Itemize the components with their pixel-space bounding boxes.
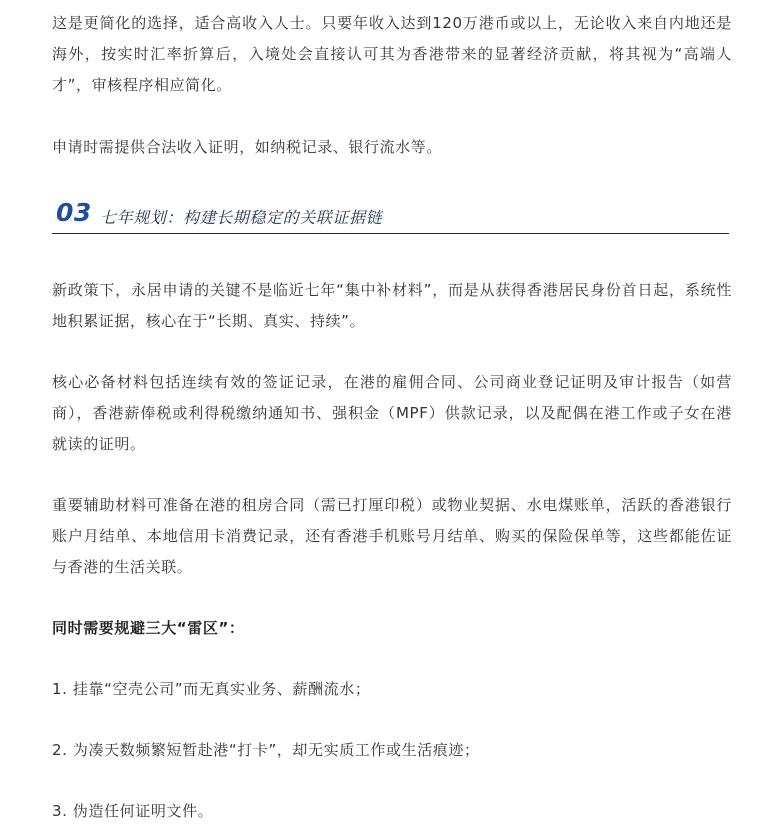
warning-item: 2. 为凑天数频繁短暂赴港“打卡”，却无实质工作或生活痕迹； (52, 741, 480, 759)
section-header (52, 196, 729, 234)
required-materials-paragraph: 核心必备材料包括连续有效的签证记录，在港的雇佣合同、公司商业登记证明及审计报告（如营商），香港薪俸税或利得税缴纳通知书、强积金（MPF）供款记录，以及配偶在港工作或子女在港就读的证明。 (52, 373, 732, 453)
warning-item: 3. 伪造任何证明文件。 (52, 802, 214, 820)
warning-heading: 同时需要规避三大“雷区”： (52, 619, 245, 637)
supporting-materials-paragraph: 重要辅助材料可准备在港的租房合同（需已打厘印税）或物业契据、水电煤账单，活跃的香港银行账户月结单、本地信用卡消费记录，还有香港手机账号月结单、购买的保险保单等，这些都能佐证与香港的生活关联。 (52, 496, 732, 576)
warning-item: 1. 挂靠“空壳公司”而无真实业务、薪酬流水； (52, 680, 371, 698)
section-number: 03 (56, 198, 92, 227)
section-title: 七年规划：构建长期稳定的关联证据链 (100, 208, 383, 227)
policy-paragraph: 新政策下，永居申请的关键不是临近七年“集中补材料”，而是从获得香港居民身份首日起，系统性地积累证据，核心在于“长期、真实、持续”。 (52, 281, 732, 330)
intro-paragraph: 这是更简化的选择，适合高收入人士。只要年收入达到120万港币或以上，无论收入来自内地还是海外，按实时汇率折算后，入境处会直接认可其为香港带来的显著经济贡献，将其视为“高端人才”，审核程序相应简化。 (52, 14, 732, 94)
proof-paragraph: 申请时需提供合法收入证明，如纳税记录、银行流水等。 (52, 138, 443, 156)
